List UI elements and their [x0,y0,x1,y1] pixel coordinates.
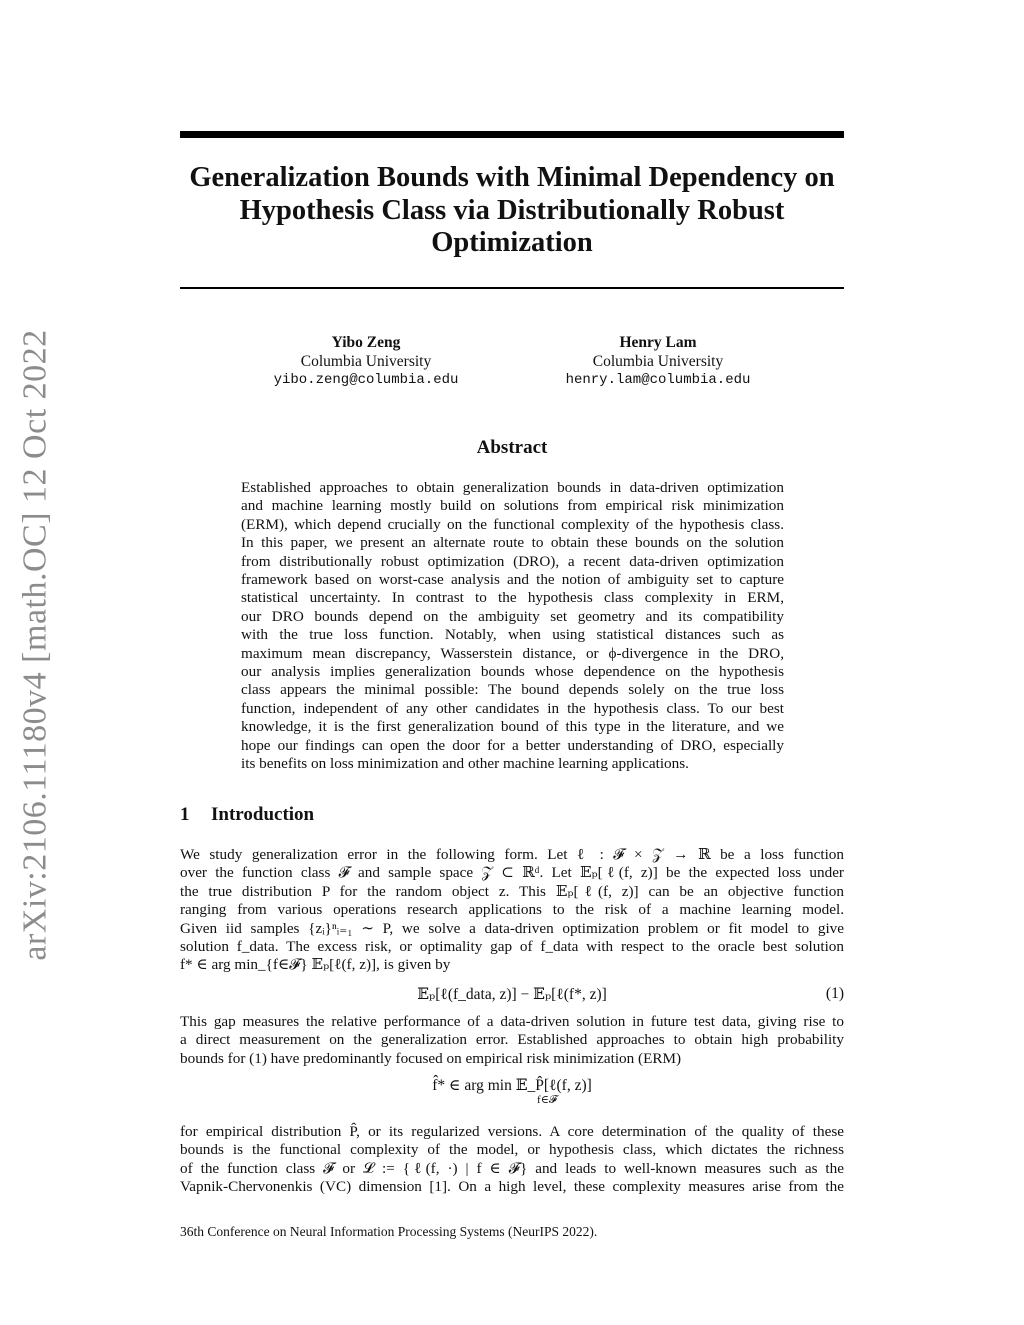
paragraph-line: Given iid samples {zᵢ}ⁿᵢ₌₁ ∼ P, we solve a data-driven optimization problem or fit model to give [180,919,844,937]
intro-paragraph-3 [180,1123,844,1197]
arxiv-side-identifier [8,330,64,960]
author-email[interactable]: henry.lam@columbia.edu [565,372,751,388]
paragraph-line: We study generalization error in the following form. Let ℓ : 𝓕 × 𝒵 → ℝ be a loss function [180,846,844,863]
abstract-line: Established approaches to obtain generalization bounds in data-driven optimization [241,479,784,496]
abstract-line: framework based on worst-case analysis and the notion of ambiguity set to capture [241,571,784,589]
paragraph-line: solution f_data. The excess risk, or optimality gap of f_data with respect to the oracle best solution [180,938,844,956]
author-block-1 [236,333,496,390]
abstract-line: its benefits on loss minimization and other machine learning applications. [241,755,689,773]
abstract-line: hope our findings can open the door for a better understanding of DRO, especially [241,736,784,754]
paragraph-line: bounds is the functional complexity of the model, or hypothesis class, which dictates the richness [180,1141,844,1159]
paragraph-line: bounds for (1) have predominantly focused on empirical risk minimization (ERM) [180,1049,682,1067]
equation-1-body: 𝔼ₚ[ℓ(f_data, z)] − 𝔼ₚ[ℓ(f*, z)] [417,986,607,1003]
section-title: Introduction [211,804,315,825]
author-affiliation: Columbia University [300,353,432,370]
title-line: Generalization Bounds with Minimal Dependency on [189,162,835,193]
abstract-line: with the true loss function. Notably, when using statistical distances such as [241,626,784,644]
title-line: Optimization [431,227,593,258]
equation-1-number: (1) [825,985,844,1002]
author-name: Henry Lam [619,334,697,351]
paragraph-line: for empirical distribution P̂, or its regularized versions. A core determination of the quality of these [180,1123,844,1140]
author-block-2 [528,333,788,390]
equation-erm [180,1076,844,1107]
abstract-line: maximum mean discrepancy, Wasserstein distance, or ϕ-divergence in the DRO, [241,644,784,662]
title-line: Hypothesis Class via Distributionally Robust [239,194,785,226]
section-number: 1 [180,804,190,825]
intro-paragraph-2 [180,1013,844,1068]
equation-1 [180,985,844,1004]
abstract-body [241,479,784,774]
abstract-line: In this paper, we present an alternate route to obtain these bounds on the solution [241,534,784,552]
author-name: Yibo Zeng [331,334,401,351]
abstract-line: knowledge, it is the first generalization bound of this type in the literature, and we [241,718,784,736]
equation-erm-subscript: f∈𝓕 [537,1094,557,1106]
paragraph-line: the true distribution P for the random object z. This 𝔼ₚ[ℓ(f, z)] can be an objective function [180,882,844,900]
abstract-line: statistical uncertainty. In contrast to the hypothesis class complexity in ERM, [241,589,784,607]
paragraph-line: ranging from various operations research applications to the risk of a machine learning model. [180,901,844,919]
equation-erm-body: f̂* ∈ arg min 𝔼_P̂[ℓ(f, z)] [432,1077,592,1094]
paragraph-line: a direct measurement on the generalization error. Established approaches to obtain high probability [180,1031,844,1049]
abstract-line: class appears the minimal possible: The bound depends solely on the true loss [241,681,784,699]
abstract-line: our analysis implies generalization bounds whose dependence on the hypothesis [241,663,784,681]
abstract-heading: Abstract [476,437,548,458]
abstract-line: function, independent of any other candidates in the hypothesis class. To our best [241,699,784,717]
author-email[interactable]: yibo.zeng@columbia.edu [273,372,459,388]
title-bottom-rule [180,287,844,289]
paragraph-line: f* ∈ arg min_{f∈𝓕} 𝔼ₚ[ℓ(f, z)], is given by [180,956,451,974]
paragraph-line: Vapnik-Chervonenkis (VC) dimension [1]. On a high level, these complexity measures arise from the [180,1178,844,1196]
arxiv-identifier-text[interactable]: arXiv:2106.11180v4 [math.OC] 12 Oct 2022 [17,329,55,961]
abstract-line: (ERM), which depend crucially on the functional complexity of the hypothesis class. [241,515,784,533]
abstract-line: our DRO bounds depend on the ambiguity set geometry and its compatibility [241,607,784,625]
abstract-line: from distributionally robust optimization (DRO), a recent data-driven optimization [241,552,784,570]
conference-footer: 36th Conference on Neural Information Processing Systems (NeurIPS 2022). [180,1224,598,1239]
section-heading-introduction [180,804,314,826]
intro-paragraph-1 [180,846,844,975]
abstract-line: and machine learning mostly build on solutions from empirical risk minimization [241,497,784,515]
title-top-rule [180,131,844,138]
paragraph-line: over the function class 𝓕 and sample space 𝒵 ⊂ ℝᵈ. Let 𝔼ₚ[ℓ(f, z)] be the expected loss under [180,864,844,882]
paper-title [180,162,844,260]
paragraph-line: This gap measures the relative performance of a data-driven solution in future test data, giving rise to [180,1013,844,1030]
author-affiliation: Columbia University [592,353,724,370]
paragraph-line: of the function class 𝓕 or 𝓛 := {ℓ(f, ·) | f ∈ 𝓕} and leads to well-known measures such as the [180,1159,844,1177]
